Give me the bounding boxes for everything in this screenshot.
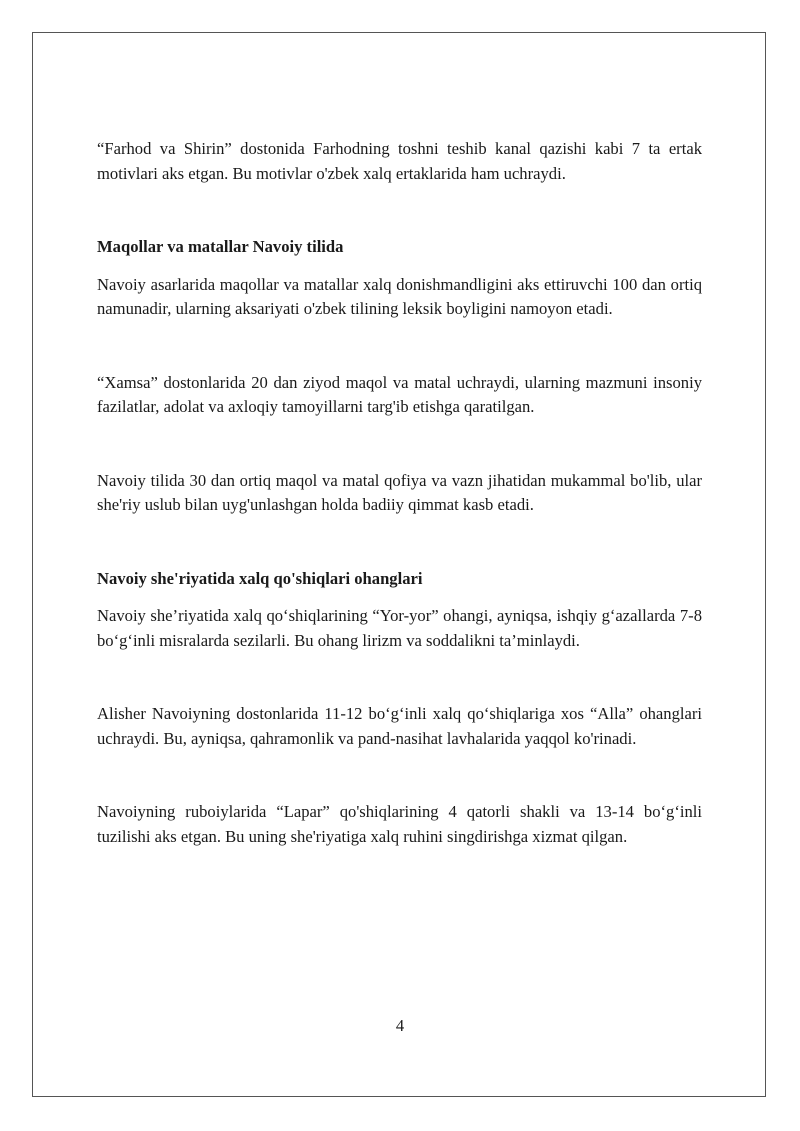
paragraph-xamsa: “Xamsa” dostonlarida 20 dan ziyod maqol va matal uchraydi, ularning mazmuni insoniy fazilatlar, adolat va axloqiy tamoyillarni targ'ib etishga qaratilgan. [97, 372, 702, 416]
paragraph-alla: Alisher Navoiyning dostonlarida 11-12 bo‘g‘inli xalq qo‘shiqlariga xos “Alla” ohanglari uchraydi. Bu, ayniqsa, qahramonlik va pand-nasihat lavhalarida yaqqol ko'rinadi. [97, 704, 702, 748]
section-heading-qoshiqlar: Navoiy she'riyatida xalq qo'shiqlari ohanglari [97, 568, 423, 588]
paragraph-navoiy-asarlarida: Navoiy asarlarida maqollar va matallar xalq donishmandligini aks ettiruvchi 100 dan ortiq namunadir, ularning aksariyati o'zbek tilining leksik boyligini namoyon etadi. [97, 274, 702, 318]
page-number: 4 [395, 1016, 405, 1035]
paragraph-farhod-shirin: “Farhod va Shirin” dostonida Farhodning toshni teshib kanal qazishi kabi 7 ta ertak motivlari aks etgan. Bu motivlar o'zbek xalq ertaklarida ham uchraydi. [97, 139, 702, 183]
section-heading-maqollar: Maqollar va matallar Navoiy tilida [97, 237, 344, 256]
paragraph-yor-yor: Navoiy she’riyatida xalq qo‘shiqlarining “Yor-yor” ohangi, ayniqsa, ishqiy g‘azallarda 7-8 bo‘g‘inli misralarda sezilarli. Bu ohang lirizm va soddalikni ta’minlaydi. [97, 606, 702, 650]
page-content [97, 137, 702, 849]
paragraph-navoiy-tilida: Navoiy tilida 30 dan ortiq maqol va matal qofiya va vazn jihatidan mukammal bo'lib, ular she'riy uslub bilan uyg'unlashgan holda badiiy qimmat kasb etadi. [97, 470, 702, 514]
paragraph-lapar: Navoiyning ruboiylarida “Lapar” qo'shiqlarining 4 qatorli shakli va 13-14 bo‘g‘inli tuzilishi aks etgan. Bu uning she'riyatiga xalq ruhini singdirishga xizmat qilgan. [97, 802, 702, 846]
